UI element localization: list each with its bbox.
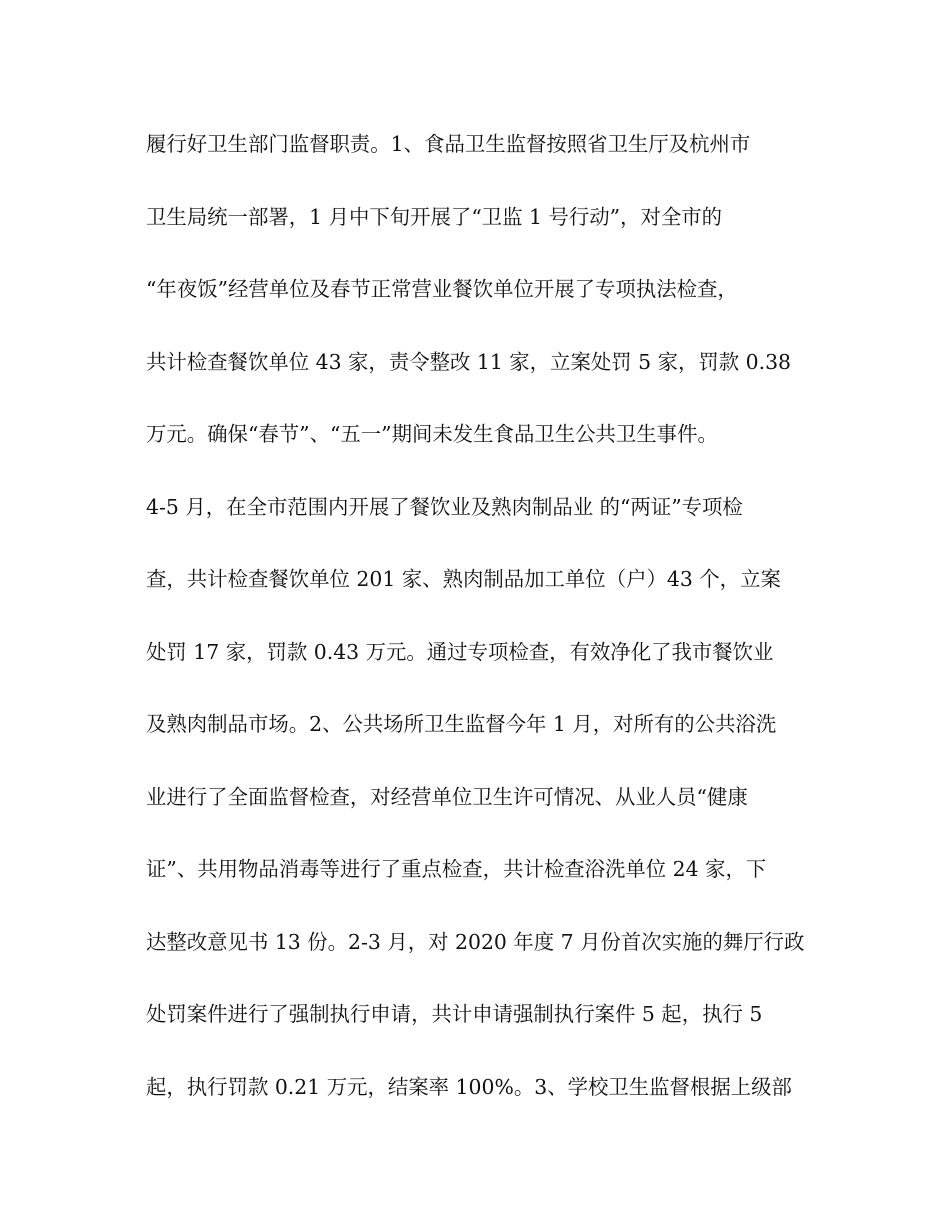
paragraph-line: 业进行了全面监督检查，对经营单位卫生许可情况、从业人员“健康 <box>146 785 748 809</box>
paragraph-line: 4-5 月，在全市范围内开展了餐饮业及熟肉制品业 的“两证”专项检 <box>146 495 743 519</box>
paragraph-line: 起，执行罚款 0.21 万元，结案率 100%。3、学校卫生监督根据上级部 <box>146 1075 792 1099</box>
paragraph-line: 万元。确保“春节”、“五一”期间未发生食品卫生公共卫生事件。 <box>146 422 718 446</box>
paragraph-line: 达整改意见书 13 份。2-3 月，对 2020 年度 7 月份首次实施的舞厅行政 <box>146 930 805 954</box>
paragraph-line: 查，共计检查餐饮单位 201 家、熟肉制品加工单位（户）43 个，立案 <box>146 567 781 591</box>
paragraph-line: “年夜饭”经营单位及春节正常营业餐饮单位开展了专项执法检查， <box>146 277 738 301</box>
paragraph-line: 履行好卫生部门监督职责。1、食品卫生监督按照省卫生厅及杭州市 <box>146 132 751 156</box>
paragraph-line: 处罚案件进行了强制执行申请，共计申请强制执行案件 5 起，执行 5 <box>146 1002 763 1026</box>
paragraph-line: 共计检查餐饮单位 43 家，责令整改 11 家，立案处罚 5 家，罚款 0.38 <box>146 350 792 374</box>
paragraph-line: 证”、共用物品消毒等进行了重点检查，共计检查浴洗单位 24 家，下 <box>146 857 767 881</box>
paragraph-line: 处罚 17 家，罚款 0.43 万元。通过专项检查，有效净化了我市餐饮业 <box>146 640 774 664</box>
paragraph-line: 卫生局统一部署，1 月中下旬开展了“卫监 1 号行动”，对全市的 <box>146 205 723 229</box>
paragraph-line: 及熟肉制品市场。2、公共场所卫生监督今年 1 月，对所有的公共浴洗 <box>146 712 777 736</box>
